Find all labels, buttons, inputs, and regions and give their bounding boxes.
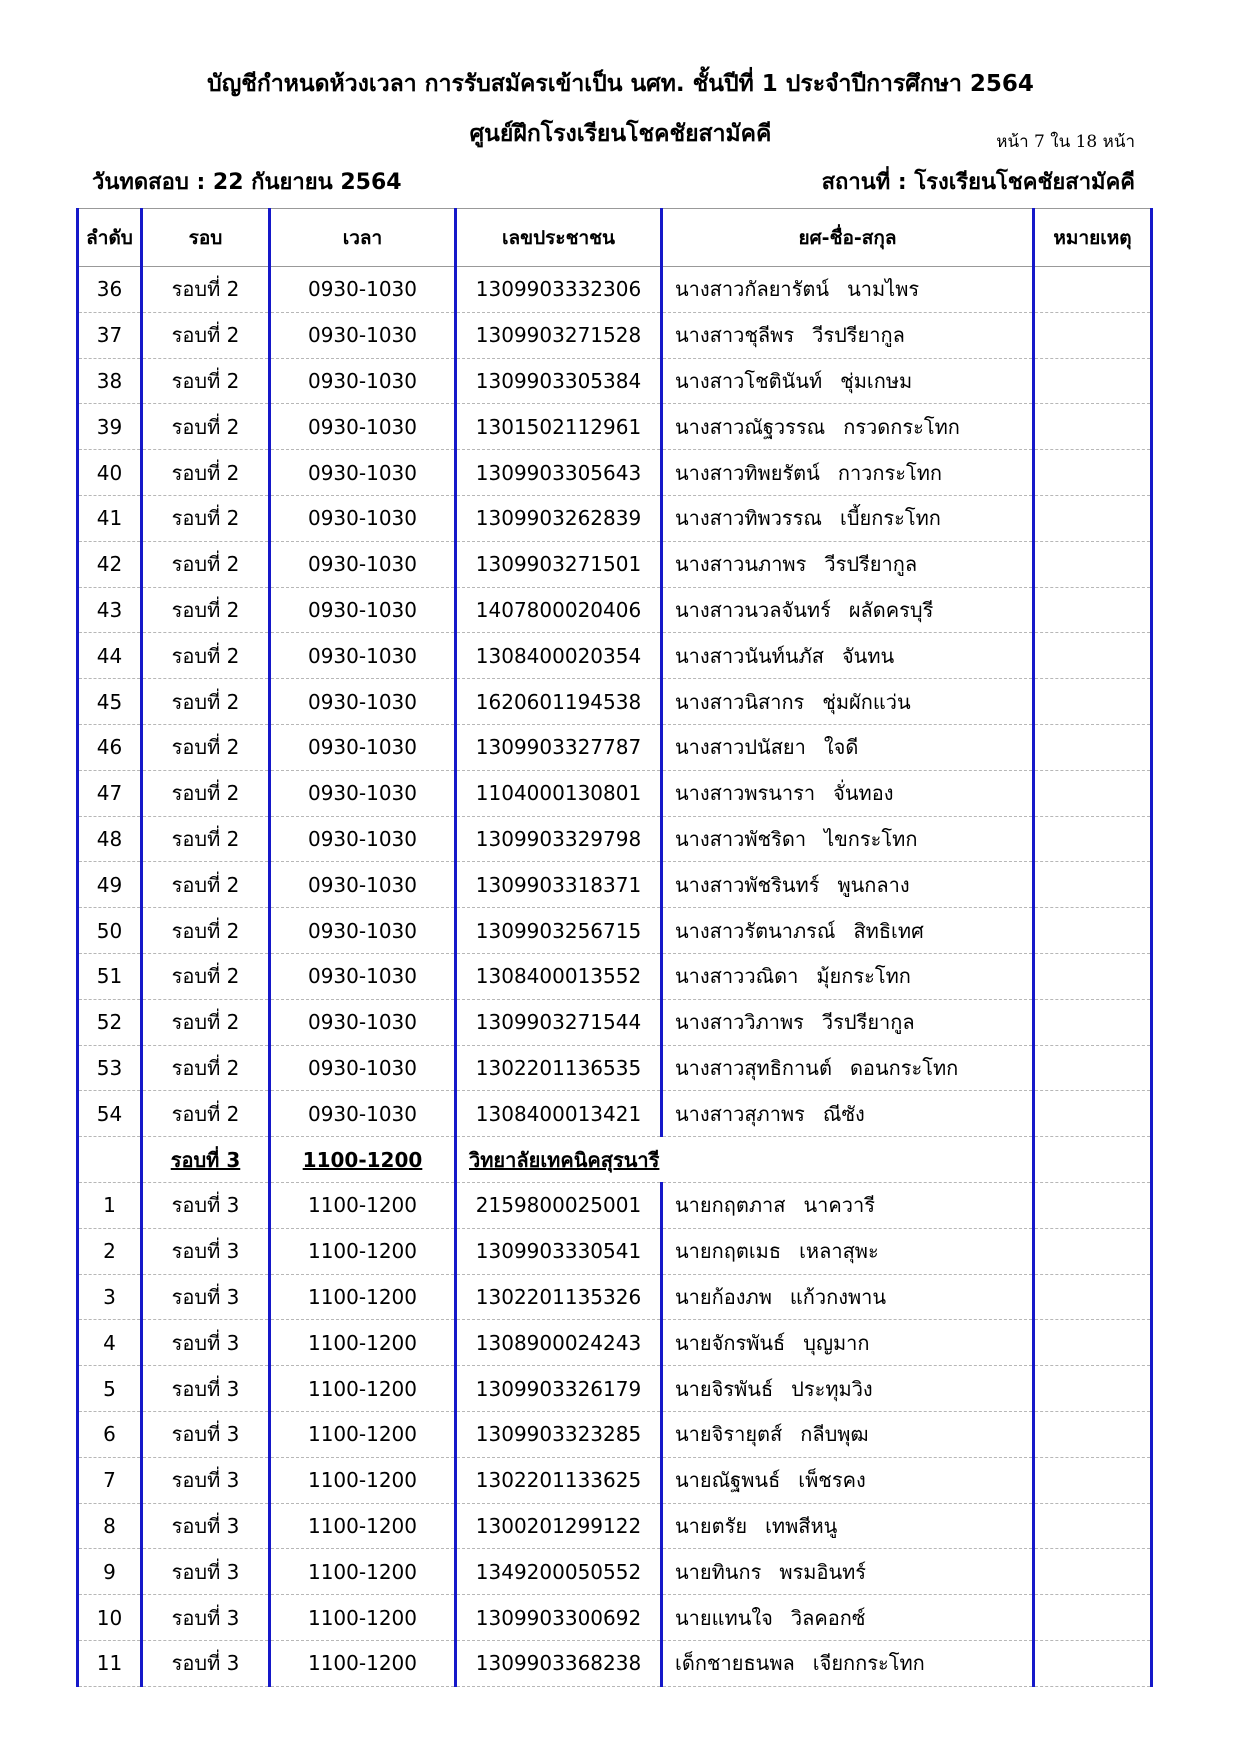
cell-time: 1100-1200 [270,1640,456,1686]
last-name: วีรปรียากูล [821,1010,915,1035]
table-row [78,1411,1152,1457]
cell-time: 0930-1030 [270,495,456,541]
first-name: นายทินกร [675,1559,762,1584]
cell-time: 1100-1200 [270,1320,456,1366]
cell-no: 46 [78,724,142,770]
cell-round: รอบที่ 2 [142,1091,270,1137]
first-name: นางสาววิภาพร [675,1010,804,1035]
cell-citizen-id: 1309903323285 [456,1411,662,1457]
cell-remark [1034,1595,1152,1641]
first-name: นายกฤตเมธ [675,1239,782,1264]
cell-name [662,770,1034,816]
last-name: เจียกกระโทก [812,1651,925,1676]
cell-name [662,1274,1034,1320]
table-row [78,1457,1152,1503]
cell-remark [1034,1182,1152,1228]
cell-remark [1034,1228,1152,1274]
cell-citizen-id: 1309903300692 [456,1595,662,1641]
last-name: ดอนกระโทก [849,1055,959,1080]
cell-time: 1100-1200 [270,1228,456,1274]
cell-round: รอบที่ 3 [142,1320,270,1366]
cell-citizen-id: 1309903329798 [456,816,662,862]
cell-remark [1034,495,1152,541]
cell-remark [1034,1274,1152,1320]
cell-round: รอบที่ 3 [142,1366,270,1412]
cell-no: 1 [78,1182,142,1228]
cell-time: 0930-1030 [270,862,456,908]
cell-round: รอบที่ 2 [142,724,270,770]
col-header-name: ยศ-ชื่อ-สกุล [662,209,1034,267]
cell-citizen-id: 1309903262839 [456,495,662,541]
table-row [78,1182,1152,1228]
first-name: นายก้องภพ [675,1284,772,1309]
cell-remark [1034,1549,1152,1595]
cell-name [662,267,1034,313]
cell-name [662,358,1034,404]
cell-remark [1034,770,1152,816]
cell-remark [1034,816,1152,862]
first-name: นายณัฐพนธ์ [675,1468,781,1493]
cell-citizen-id: 1302201133625 [456,1457,662,1503]
table-header-row [78,209,1152,267]
first-name: นางสาวทิพยรัตน์ [675,460,820,485]
table-row [78,1503,1152,1549]
cell-citizen-id: 1309903330541 [456,1228,662,1274]
cell-round: รอบที่ 2 [142,770,270,816]
table-row [78,587,1152,633]
cell-name [662,1091,1034,1137]
cell-time: 1100-1200 [270,1137,456,1183]
cell-time: 1100-1200 [270,1457,456,1503]
section-school-name: วิทยาลัยเทคนิคสุรนารี [456,1137,1034,1183]
cell-round: รอบที่ 2 [142,495,270,541]
table-row [78,770,1152,816]
cell-name [662,541,1034,587]
cell-round: รอบที่ 3 [142,1503,270,1549]
cell-citizen-id: 1104000130801 [456,770,662,816]
cell-no: 53 [78,1045,142,1091]
cell-round: รอบที่ 2 [142,358,270,404]
last-name: ใจดี [823,735,859,760]
cell-citizen-id: 1302201136535 [456,1045,662,1091]
cell-citizen-id: 2159800025001 [456,1182,662,1228]
cell-name [662,1182,1034,1228]
cell-no: 6 [78,1411,142,1457]
last-name: พูนกลาง [837,872,910,897]
cell-name [662,1595,1034,1641]
cell-name [662,1228,1034,1274]
cell-name [662,1366,1034,1412]
cell-remark [1034,908,1152,954]
cell-time: 0930-1030 [270,770,456,816]
cell-remark [1034,450,1152,496]
first-name: นางสาวทิพวรรณ [675,506,822,531]
cell-no: 40 [78,450,142,496]
cell-time: 0930-1030 [270,633,456,679]
cell-no: 5 [78,1366,142,1412]
cell-no: 48 [78,816,142,862]
document-title: บัญชีกำหนดห้วงเวลา การรับสมัครเข้าเป็น นศท. ชั้นปีที่ 1 ประจำปีการศึกษา 2564 [207,71,1034,97]
first-name: นางสาวพรนารา [675,781,816,806]
col-header-round: รอบ [142,209,270,267]
cell-time: 0930-1030 [270,541,456,587]
cell-round: รอบที่ 3 [142,1549,270,1595]
table-row [78,633,1152,679]
cell-no: 10 [78,1595,142,1641]
section-row [78,1137,1152,1183]
first-name: นางสาวนวลจันทร์ [675,597,831,622]
cell-no: 44 [78,633,142,679]
table-row [78,1045,1152,1091]
cell-citizen-id: 1308400013552 [456,953,662,999]
cell-name [662,1503,1034,1549]
cell-time: 1100-1200 [270,1549,456,1595]
col-header-no: ลำดับ [78,209,142,267]
cell-no: 7 [78,1457,142,1503]
cell-citizen-id: 1349200050552 [456,1549,662,1595]
table-body [78,267,1152,1687]
cell-time: 0930-1030 [270,587,456,633]
cell-name [662,862,1034,908]
cell-time: 0930-1030 [270,679,456,725]
cell-round: รอบที่ 2 [142,450,270,496]
cell-round: รอบที่ 2 [142,908,270,954]
table-row [78,908,1152,954]
cell-name [662,816,1034,862]
last-name: ประทุมวิง [791,1376,873,1401]
cell-remark [1034,999,1152,1045]
last-name: เพ็ชรคง [798,1468,866,1493]
last-name: เทพสีหนู [765,1513,838,1538]
cell-time: 0930-1030 [270,358,456,404]
cell-round: รอบที่ 2 [142,862,270,908]
cell-citizen-id: 1309903271544 [456,999,662,1045]
cell-time: 1100-1200 [270,1182,456,1228]
table-row [78,1228,1152,1274]
cell-round: รอบที่ 2 [142,587,270,633]
first-name: นายแทนใจ [675,1605,773,1630]
cell-remark [1034,679,1152,725]
cell-citizen-id: 1309903271501 [456,541,662,587]
cell-no: 8 [78,1503,142,1549]
cell-remark [1034,312,1152,358]
cell-round: รอบที่ 2 [142,1045,270,1091]
roster-table [76,208,1153,1687]
first-name: นายตรัย [675,1513,748,1538]
last-name: บุญมาก [803,1330,870,1355]
cell-time: 0930-1030 [270,908,456,954]
cell-time: 1100-1200 [270,1595,456,1641]
cell-no: 45 [78,679,142,725]
cell-round: รอบที่ 2 [142,816,270,862]
cell-name [662,450,1034,496]
cell-name [662,724,1034,770]
cell-name [662,1411,1034,1457]
table-row [78,267,1152,313]
cell-name [662,999,1034,1045]
cell-no: 47 [78,770,142,816]
cell-citizen-id: 1309903318371 [456,862,662,908]
last-name: ไขกระโทก [824,826,918,851]
cell-time: 0930-1030 [270,267,456,313]
cell-citizen-id: 1620601194538 [456,679,662,725]
table-row [78,1640,1152,1686]
test-date: วันทดสอบ : 22 กันยายน 2564 [92,170,402,195]
cell-time: 0930-1030 [270,404,456,450]
cell-round: รอบที่ 3 [142,1640,270,1686]
cell-no: 3 [78,1274,142,1320]
cell-no: 49 [78,862,142,908]
table-row [78,1549,1152,1595]
last-name: กลีบพุฒ [800,1422,869,1447]
cell-name [662,1549,1034,1595]
col-header-remark: หมายเหตุ [1034,209,1152,267]
cell-time: 0930-1030 [270,1091,456,1137]
last-name: กรวดกระโทก [843,414,960,439]
cell-no: 54 [78,1091,142,1137]
cell-citizen-id: 1300201299122 [456,1503,662,1549]
first-name: นางสาวณัฐวรรณ [675,414,826,439]
cell-citizen-id: 1309903256715 [456,908,662,954]
cell-time: 0930-1030 [270,1045,456,1091]
cell-remark [1034,587,1152,633]
cell-remark [1034,358,1152,404]
cell-name [662,495,1034,541]
table-row [78,1320,1152,1366]
last-name: แก้วกงพาน [789,1284,887,1309]
cell-time: 0930-1030 [270,999,456,1045]
col-header-time: เวลา [270,209,456,267]
cell-round: รอบที่ 3 [142,1411,270,1457]
cell-remark [1034,1320,1152,1366]
first-name: นางสาวนันท์นภัส [675,643,824,668]
cell-round: รอบที่ 2 [142,953,270,999]
cell-time: 1100-1200 [270,1503,456,1549]
cell-time: 0930-1030 [270,724,456,770]
last-name: ชุ่มผักแว่น [822,689,911,714]
cell-time: 1100-1200 [270,1274,456,1320]
cell-no: 51 [78,953,142,999]
table-row [78,312,1152,358]
cell-name [662,679,1034,725]
cell-time: 1100-1200 [270,1366,456,1412]
cell-citizen-id: 1308400013421 [456,1091,662,1137]
last-name: กาวกระโทก [837,460,943,485]
col-header-citizen-id: เลขประชาชน [456,209,662,267]
first-name: นายจิรายุตส์ [675,1422,783,1447]
cell-name [662,312,1034,358]
last-name: นาควารี [803,1193,875,1218]
cell-name [662,1320,1034,1366]
first-name: นางสาวสุภาพร [675,1101,805,1126]
cell-time: 0930-1030 [270,450,456,496]
cell-round: รอบที่ 2 [142,267,270,313]
first-name: นางสาววณิดา [675,964,799,989]
cell-no: 42 [78,541,142,587]
cell-citizen-id: 1309903327787 [456,724,662,770]
cell-no [78,1137,142,1183]
cell-citizen-id: 1309903305384 [456,358,662,404]
cell-no: 11 [78,1640,142,1686]
table-row [78,862,1152,908]
cell-remark [1034,1137,1152,1183]
cell-round: รอบที่ 2 [142,312,270,358]
cell-round: รอบที่ 3 [142,1595,270,1641]
first-name: นายจักรพันธ์ [675,1330,786,1355]
cell-name [662,633,1034,679]
first-name: นายกฤตภาส [675,1193,786,1218]
table-row [78,1595,1152,1641]
cell-name [662,404,1034,450]
cell-no: 2 [78,1228,142,1274]
cell-remark [1034,541,1152,587]
first-name: นางสาวนภาพร [675,552,807,577]
cell-remark [1034,633,1152,679]
cell-no: 38 [78,358,142,404]
last-name: เหลาสุพะ [799,1239,879,1264]
cell-citizen-id: 1309903305643 [456,450,662,496]
cell-no: 37 [78,312,142,358]
cell-remark [1034,1045,1152,1091]
table-row [78,541,1152,587]
cell-remark [1034,1640,1152,1686]
first-name: นางสาวพัชรินทร์ [675,872,820,897]
cell-round: รอบที่ 3 [142,1228,270,1274]
cell-time: 1100-1200 [270,1411,456,1457]
cell-remark [1034,404,1152,450]
cell-time: 0930-1030 [270,953,456,999]
table-row [78,999,1152,1045]
cell-remark [1034,724,1152,770]
table-row [78,724,1152,770]
cell-remark [1034,1503,1152,1549]
cell-citizen-id: 1302201135326 [456,1274,662,1320]
cell-citizen-id: 1309903326179 [456,1366,662,1412]
page-indicator: หน้า 7 ใน 18 หน้า [996,132,1135,152]
first-name: นางสาวสุทธิกานต์ [675,1055,832,1080]
table-row [78,358,1152,404]
cell-citizen-id: 1308900024243 [456,1320,662,1366]
last-name: ณีซัง [822,1101,865,1126]
cell-round: รอบที่ 3 [142,1182,270,1228]
last-name: วีรปรียากูล [824,552,918,577]
cell-no: 9 [78,1549,142,1595]
cell-no: 43 [78,587,142,633]
cell-time: 0930-1030 [270,312,456,358]
cell-round: รอบที่ 2 [142,999,270,1045]
cell-citizen-id: 1407800020406 [456,587,662,633]
cell-citizen-id: 1309903332306 [456,267,662,313]
cell-no: 39 [78,404,142,450]
cell-round: รอบที่ 3 [142,1457,270,1503]
first-name: นางสาวโชตินันท์ [675,368,823,393]
last-name: มุ้ยกระโทก [816,964,911,989]
cell-remark [1034,862,1152,908]
last-name: วิลคอกซ์ [790,1605,866,1630]
table-row [78,495,1152,541]
cell-citizen-id: 1308400020354 [456,633,662,679]
cell-name [662,1045,1034,1091]
cell-round: รอบที่ 3 [142,1274,270,1320]
first-name: นางสาวชุลีพร [675,323,795,348]
cell-round: รอบที่ 3 [142,1137,270,1183]
cell-citizen-id: 1301502112961 [456,404,662,450]
cell-round: รอบที่ 2 [142,633,270,679]
table-row [78,450,1152,496]
cell-no: 4 [78,1320,142,1366]
training-center-name: ศูนย์ฝึกโรงเรียนโชคชัยสามัคคี [469,121,772,147]
last-name: สิทธิเทศ [853,918,924,943]
cell-remark [1034,1091,1152,1137]
cell-no: 36 [78,267,142,313]
cell-remark [1034,1411,1152,1457]
cell-citizen-id: 1309903368238 [456,1640,662,1686]
last-name: เบี้ยกระโทก [839,506,941,531]
cell-no: 52 [78,999,142,1045]
cell-round: รอบที่ 2 [142,541,270,587]
cell-round: รอบที่ 2 [142,679,270,725]
table-row [78,953,1152,999]
cell-no: 41 [78,495,142,541]
cell-no: 50 [78,908,142,954]
cell-name [662,953,1034,999]
table-row [78,404,1152,450]
last-name: ชุ่มเกษม [840,368,913,393]
last-name: วีรปรียากูล [812,323,905,348]
first-name: นางสาวพัชริดา [675,826,807,851]
table-row [78,1274,1152,1320]
table-row [78,1366,1152,1412]
first-name: นางสาวปนัสยา [675,735,806,760]
cell-name [662,587,1034,633]
cell-name [662,1640,1034,1686]
cell-time: 0930-1030 [270,816,456,862]
last-name: นามไพร [847,277,920,302]
last-name: จันทน [841,643,895,668]
cell-remark [1034,953,1152,999]
venue: สถานที่ : โรงเรียนโชคชัยสามัคคี [821,170,1135,195]
first-name: นางสาวนิสากร [675,689,805,714]
first-name: เด็กชายธนพล [675,1651,795,1676]
cell-remark [1034,267,1152,313]
last-name: จั่นทอง [833,781,894,806]
first-name: นางสาวกัลยารัตน์ [675,277,830,302]
cell-citizen-id: 1309903271528 [456,312,662,358]
table-row [78,1091,1152,1137]
cell-remark [1034,1457,1152,1503]
first-name: นางสาวรัตนาภรณ์ [675,918,836,943]
cell-name [662,1457,1034,1503]
last-name: ผลัดครบุรี [848,597,934,622]
first-name: นายจิรพันธ์ [675,1376,774,1401]
last-name: พรมอินทร์ [779,1559,867,1584]
table-row [78,679,1152,725]
cell-name [662,908,1034,954]
cell-round: รอบที่ 2 [142,404,270,450]
table-row [78,816,1152,862]
cell-remark [1034,1366,1152,1412]
